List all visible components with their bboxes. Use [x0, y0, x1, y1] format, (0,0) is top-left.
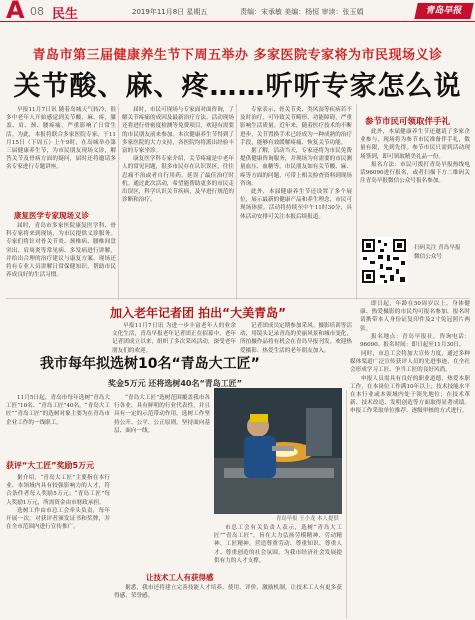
- story3-col1b: [6, 474, 110, 618]
- story1-kicker: 青岛市第三届健康养生节下周五举办 多家医院专家将为市民现场义诊: [32, 48, 443, 63]
- story3-para2: 据介绍，“青岛大工匠”主要指在本行业、本领域内具有较强影响力的人才，符合条件者每人奖励5万元；“青岛工匠”每人奖励1万元，所需资金由市财政承担。: [6, 475, 110, 506]
- story2-col2: [240, 322, 352, 354]
- masthead: [0, 0, 475, 22]
- divider: [356, 104, 357, 300]
- qr-code-icon: [360, 237, 408, 285]
- story1-para6: 据了解，活动当天，专家还将为市民免费提供健康咨询服务，并现场为有需要的市民测量血压、血糖等。市民朋友如有关节酸、麻、疼等方面的问题，可带上相关检查资料到现场咨询。: [240, 148, 352, 187]
- story3-col1: [6, 394, 110, 458]
- sidebar-title: 参节市民可领取伴手礼: [365, 117, 451, 127]
- story3-para5: 市总工会有关负责人表示，选树“青岛大工匠”“青岛工匠”，旨在大力弘扬劳模精神、劳动精神、工匠精神，营造尊重劳动、尊重知识、尊重人才、尊重创造的社会氛围，为我市经济社会发展提供有力的人才支撑。: [214, 525, 342, 564]
- story3-col4: [350, 350, 470, 618]
- story1-subhead: 康复医学专家现场义诊: [14, 211, 89, 220]
- photo-caption: 青岛早报 王小龙 本人提供: [276, 516, 339, 522]
- staff-credits: 责编：宋承敏 美编：杨恒 审读：张玉娟: [240, 8, 364, 16]
- story1-para7: 此外，本届健康养生节还设置了多个展位，展示最新的健康产品和养生理念，市民可现场体验。活动将持续至中午11时30分，具体活动安排可关注本报后续报道。: [240, 189, 352, 220]
- qr-caption: 扫码关注 青岛早报 微信公众号: [414, 245, 461, 260]
- worker-photo-image: [214, 388, 342, 514]
- story3-subhead: 奖金5万元 还将选树40名“青岛工匠”: [108, 379, 242, 388]
- story3-para3: 选树工作由市总工会牵头负责，每年开展一次。对获评者颁发证书和奖牌，并在全市范围内进行宣传推广。: [6, 507, 110, 531]
- page-number: 08: [30, 5, 44, 18]
- qr-code[interactable]: [360, 237, 408, 285]
- story2-col3: [360, 300, 470, 350]
- sidebar-para1: 此外，本届健康养生节还邀请了多家企业参与，现场将为参节市民准备伴手礼，数量有限，先到先得。参节市民只需到活动现场签到，即可领取精美礼品一份。: [360, 129, 470, 160]
- story1-para4: 康复医学科专家介绍，关节疼痛是中老年人的常见问题，很多市民存在认识误区，往往忍痛不治或者自行用药，延误了最佳治疗时机。通过此次活动，希望能帮助更多的市民走出误区，科学认识关节疾病，及早进行规范的诊断和治疗。: [122, 156, 234, 204]
- story3-small-subhead: 让技术工人有获得感: [146, 573, 214, 582]
- story3-col3b: [114, 584, 342, 618]
- story2-para1: 早报11月7日讯 为进一步丰富老年人的业余文化生活，青岛早报老年记者团正在招募中。老年记者团成立以来，组织了多次采风活动，深受老年朋友们的欢迎。: [112, 323, 236, 354]
- story3-para6: 据悉，我市还将建立完善技能人才培养、使用、评价、激励机制，让技术工人有更多获得感、荣誉感。: [114, 585, 342, 600]
- page-letter: A: [6, 0, 25, 24]
- newspaper-logo: 青岛早报: [414, 3, 473, 19]
- story2-col1: [112, 322, 236, 354]
- divider: [118, 104, 119, 300]
- divider: [346, 390, 347, 618]
- story1-headline: 关节酸、麻、疼……听听专家怎么说: [13, 71, 462, 102]
- story3-para7: 同时，市总工会将加大宣传力度，通过多种媒体渠道广泛宣传获评人员的先进事迹，在全社会形成学习工匠、争当工匠的良好风尚。: [350, 351, 470, 374]
- story2-headline: 加入老年记者团 拍出“大美青岛”: [110, 306, 286, 320]
- story3-para4: “青岛大工匠”选树范围覆盖我市各行各业，具有鲜明的行业代表性，并且具有一定的示范带动作用。选树工作坚持公开、公平、公正原则，坚持面向基层、面向一线。: [114, 395, 210, 434]
- issue-date: 2019年11月8日 星期五: [132, 8, 208, 16]
- section-name: 民生: [52, 7, 79, 22]
- story1-para1: 早报11月7日讯 随着岛城天气转冷，很多中老年人开始感觉到关节酸、麻、疼，膝盖、肩、颈、腰疼痛，严重影响了日常生活。为此，本报将联合多家医院专家，于11月15日（下周五）上午9时，在岛城举办第三届健康养生节，为市民朋友现场义诊，解答关节及骨病方面的疑问，届时还将邀请多名专家进行专题讲座。: [6, 107, 116, 171]
- worker-photo: [214, 388, 342, 514]
- story3-col3: [214, 524, 342, 570]
- story1-col1b: [6, 222, 116, 306]
- divider: [236, 104, 237, 300]
- story1-para2: 届时，市民可现场与专家面对面咨询，了解关节疼痛的成因及最新治疗方法。活动现场还将进行骨密度检测等免费项目，欢迎有需要的市民朋友前来参加。本次健康养生节得到了多家医院的大力支持，各医院均将派出经验丰富的专家坐诊。: [122, 107, 234, 155]
- story3-para1: 11月5日起，青岛市每年选树“青岛大工匠”10名、“青岛工匠”40名。“青岛大工匠”“青岛工匠”的选树对象主要为在青岛市企业工作的一线职工。: [6, 395, 110, 426]
- story1-col3: [240, 106, 352, 296]
- story3-headline: 我市每年拟选树10名“青岛大工匠”: [40, 356, 260, 372]
- story2-para4: 报名地点：青岛早报社。咨询电话：96090。报名时间：即日起至11月30日。: [360, 333, 470, 349]
- story3-para8: 申报人员需具有良好的职业道德，热爱本职工作，在本岗位工作满10年以上；技术技能水平在本行业或本领域内处于领先地位；在技术革新、技术改造、发明创造等方面取得显著成绩。申报工作采取单位推荐、逐级审核的方式进行。: [350, 375, 470, 415]
- story1-col2: [122, 106, 234, 296]
- story3-box-label: 获评“大工匠”奖励5万元: [6, 461, 95, 470]
- story1-para5: 专家表示，骨关节炎、类风湿等疾病若不及时治疗，可导致关节畸形、功能障碍，严重影响生活质量。近年来，随着医疗技术的不断进步，关节置换手术已经成为一种成熟的治疗手段，能够有效缓解疼痛、恢复关节功能。: [240, 107, 352, 146]
- sidebar-para2: 报名方法：市民可拨打青岛早报热线电话96090进行报名，或者扫描下方二维码关注青岛早报微信公众号报名参加。: [360, 161, 470, 185]
- story2-para3: 即日起，年龄在50周岁以上、身体健康、热爱摄影的市民均可报名参加，报名时请携带本人身份证复印件及2寸免冠照片两张。: [360, 301, 470, 332]
- divider: [6, 298, 470, 299]
- story2-para2: 记者团成员定期参加采风、摄影培训等活动，用镜头记录青岛的美丽风景和城市变化，所拍摄作品将有机会在青岛早报刊发。欢迎热爱摄影、热爱生活的老年朋友加入。: [240, 323, 352, 354]
- story1-para3: 届时，青岛市多家医院康复医学科、骨科专家将来到现场，为市民提供义诊服务。专家们将针对骨关节炎、颈椎病、腰椎间盘突出、肩周炎等常见病、多发病进行讲解，并给出合理的治疗建议与康复方案。现场还将有专业人员讲解日常保健知识，帮助市民养成良好的生活习惯。: [6, 223, 116, 279]
- sidebar-body: [360, 128, 470, 234]
